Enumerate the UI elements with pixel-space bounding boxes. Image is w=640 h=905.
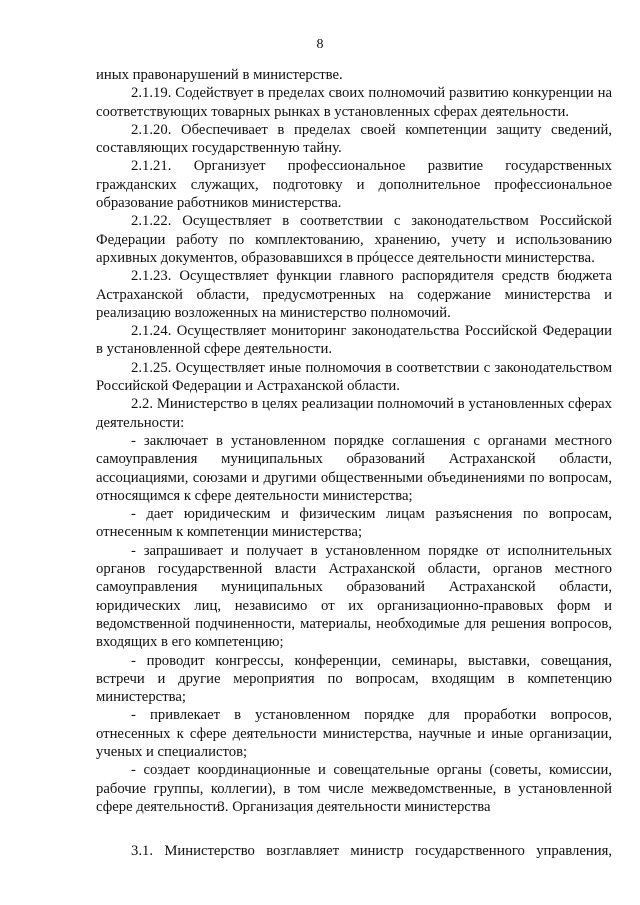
paragraph-b5: - привлекает в установленном порядке для проработки вопросов, отнесенных к сфере деятельности министерства, научные и иные организации, ученых и специалистов; bbox=[96, 707, 612, 760]
paragraph-2-1-21: 2.1.21. Организует профессиональное развитие государственных гражданских служащих, подготовку и дополнительное профессиональное образование работников министерства. bbox=[96, 158, 612, 212]
paragraph-2-1-20: 2.1.20. Обеспечивает в пределах своей компетенции защиту сведений, составляющих государственную тайну. bbox=[96, 121, 612, 157]
paragraph-2-1-22: 2.1.22. Осуществляет в соответствии с законодательством Российской Федерации работу по комплектованию, хранению, учету и использованию архивных документов, образовавшихся в прóцессе деятельности министерства. bbox=[96, 213, 612, 266]
paragraph-2-1-23: 2.1.23. Осуществляет функции главного распорядителя средств бюджета Астраханской области, предусмотренных на содержание министерства и реализацию возложенных на министерство полномочий. bbox=[96, 268, 612, 321]
paragraph-2-1-19: 2.1.19. Содействует в пределах своих полномочий развитию конкуренции на соответствующих товарных рынках в установленных сферах деятельности. bbox=[96, 85, 612, 120]
paragraph-b4: - проводит конгрессы, конференции, семинары, выставки, совещания, встречи и другие мероприятия по вопросам, входящим в компетенцию министерства; bbox=[96, 652, 612, 706]
paragraph-b3: - запрашивает и получает в установленном порядке от исполнительных органов государственной власти Астраханской области, органов местного самоуправления муниципальных образований Астраханской области, юридических лиц, независимо от их организационно-правовых форм и ведомственной подчиненности, материалы, необходимые для решения вопросов, входящих в его компетенцию; bbox=[96, 542, 612, 651]
paragraph-b2: - дает юридическим и физическим лицам разъяснения по вопросам, отнесенным к компетенции министерства; bbox=[96, 506, 612, 541]
paragraph-2-2: 2.2. Министерство в целях реализации полномочий в установленных сферах деятельности: bbox=[96, 396, 612, 431]
paragraph-2-1-25: 2.1.25. Осуществляет иные полномочия в соответствии с законодательством Российской Федерации и Астраханской области. bbox=[96, 359, 612, 395]
paragraph-3-1: 3.1. Министерство возглавляет министр государственного управления, bbox=[131, 843, 612, 859]
document-body bbox=[96, 66, 612, 816]
paragraph-b6: - создает координационные и совещательные органы (советы, комиссии, рабочие группы, коллегии), в том числе межведомственные, в установленной сфере деятельности. bbox=[96, 762, 612, 815]
page-number: 8 bbox=[316, 37, 324, 52]
paragraph-2-1-24: 2.1.24. Осуществляет мониторинг законодательства Российской Федерации в установленной сфере деятельности. bbox=[96, 323, 612, 358]
section-title: 3. Организация деятельности министерства bbox=[217, 799, 491, 815]
paragraph-b1: - заключает в установленном порядке соглашения с органами местного самоуправления муниципальных образований Астраханской области, ассоциациями, союзами и другими общественными объединениями по вопросам, относящимся к сфере деятельности министерства; bbox=[96, 432, 612, 504]
paragraph-cont: иных правонарушений в министерстве. bbox=[96, 67, 343, 83]
